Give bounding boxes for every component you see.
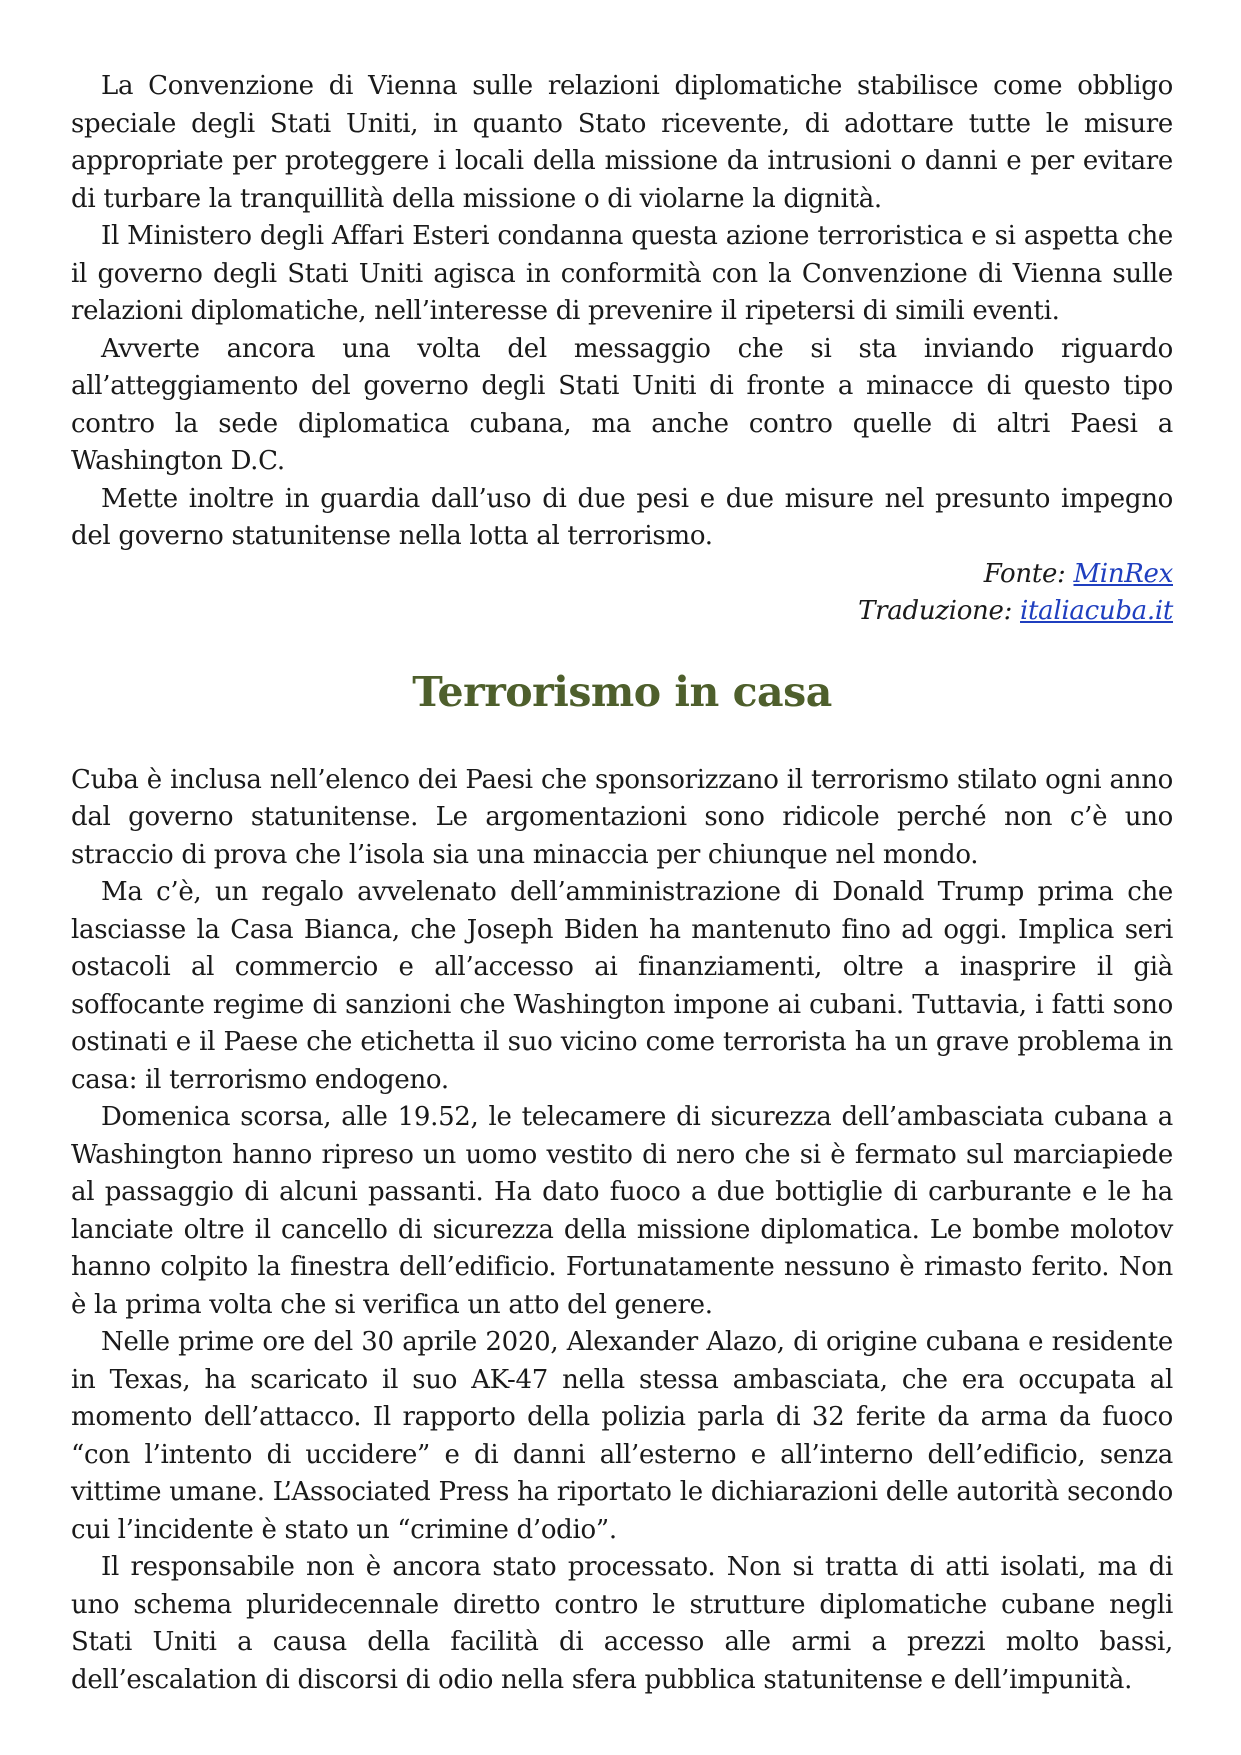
paragraph: Ma c’è, un regalo avvelenato dell’amministrazione di Donald Trump prima che lasciasse la Casa Bianca, che Joseph Biden ha mantenuto fino ad oggi. Implica seri ostacoli al commercio e all’accesso ai finanziamenti, oltre a inasprire il già soffocante regime di sanzioni che Washington impone ai cubani. Tuttavia, i fatti sono ostinati e il Paese che etichetta il suo vicino come terrorista ha un grave problema in casa: il terrorismo endogeno. — [71, 877, 1173, 1095]
paragraph: Il Ministero degli Affari Esteri condanna questa azione terroristica e si aspetta che il governo degli Stati Uniti agisca in conformità con la Convenzione di Vienna sulle relazioni diplomatiche, nell’interesse di prevenire il ripetersi di simili eventi. — [71, 221, 1173, 326]
paragraph: Il responsabile non è ancora stato processato. Non si tratta di atti isolati, ma di uno schema pluridecennale diretto contro le strutture diplomatiche cubane negli Stati Uniti a causa della facilità di accesso alle armi a prezzi molto bassi, dell’escalation di discorsi di odio nella sfera pubblica statunitense e dell’impunità. — [71, 1552, 1173, 1695]
section-terrorismo-in-casa — [71, 762, 1173, 1700]
paragraph: Mette inoltre in guardia dall’uso di due pesi e due misure nel presunto impegno del governo statunitense nella lotta al terrorismo. — [71, 483, 1173, 551]
source-link-minrex[interactable]: MinRex — [1073, 558, 1173, 589]
paragraph: Nelle prime ore del 30 aprile 2020, Alexander Alazo, di origine cubana e residente in Texas, ha scaricato il suo AK-47 nella stessa ambasciata, che era occupata al momento dell’attacco. Il rapporto della polizia parla di 32 ferite da arma da fuoco “con l’intento di uccidere” e di danni all’esterno e all’interno dell’edificio, senza vittime umane. L’Associated Press ha riportato le dichiarazioni delle autorità secondo cui l’incidente è stato un “crimine d’odio”. — [71, 1327, 1173, 1545]
section-vienna-convention — [71, 68, 1173, 630]
translation-link-italiacuba[interactable]: italiacuba.it — [1020, 595, 1173, 626]
article-title: Terrorismo in casa — [412, 667, 832, 716]
paragraph: La Convenzione di Vienna sulle relazioni diplomatiche stabilisce come obbligo speciale degli Stati Uniti, in quanto Stato ricevente, di adottare tutte le misure appropriate per proteggere i locali della missione da intrusioni o danni e per evitare di turbare la tranquillità della missione o di violarne la dignità. — [71, 71, 1173, 214]
source-label: Fonte: — [983, 558, 1074, 589]
paragraph: Domenica scorsa, alle 19.52, le telecamere di sicurezza dell’ambasciata cubana a Washington hanno ripreso un uomo vestito di nero che si è fermato sul marciapiede al passaggio di alcuni passanti. Ha dato fuoco a due bottiglie di carburante e le ha lanciate oltre il cancello di sicurezza della missione diplomatica. Le bombe molotov hanno colpito la finestra dell’edificio. Fortunatamente nessuno è rimasto ferito. Non è la prima volta che si verifica un atto del genere. — [71, 1102, 1173, 1320]
paragraph: Avverte ancora una volta del messaggio che si sta inviando riguardo all’atteggiamento del governo degli Stati Uniti di fronte a minacce di questo tipo contro la sede diplomatica cubana, ma anche contro quelle di altri Paesi a Washington D.C. — [71, 333, 1173, 476]
translation-line — [71, 593, 1173, 630]
document-page — [71, 68, 1173, 1699]
translation-label: Traduzione: — [858, 595, 1021, 626]
source-line — [71, 556, 1173, 593]
paragraph: Cuba è inclusa nell’elenco dei Paesi che sponsorizzano il terrorismo stilato ogni anno dal governo statunitense. Le argomentazioni sono ridicole perché non c’è uno straccio di prova che l’isola sia una minaccia per chiunque nel mondo. — [71, 764, 1173, 870]
